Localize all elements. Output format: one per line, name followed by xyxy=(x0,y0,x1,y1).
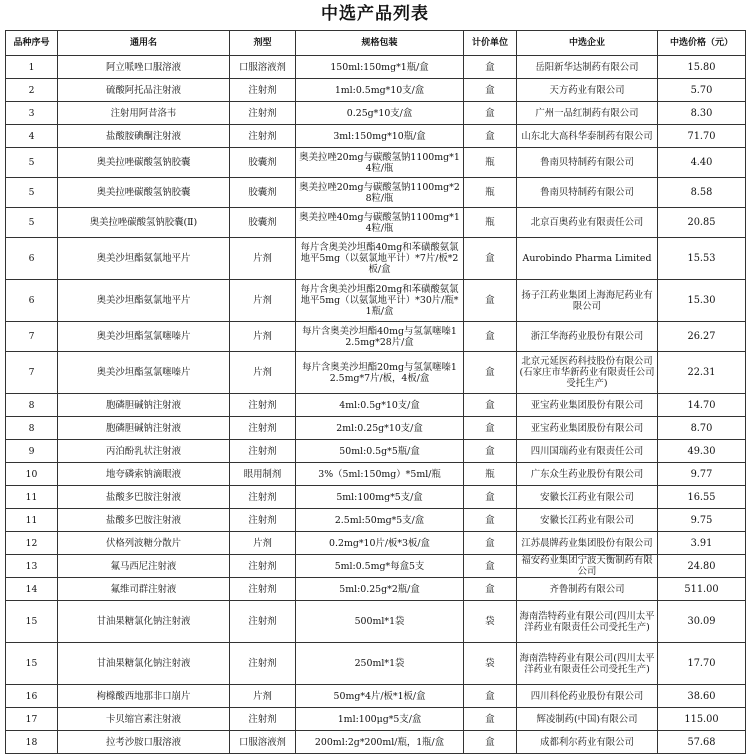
cell-price: 26.27 xyxy=(658,322,746,352)
cell-unit: 盒 xyxy=(464,532,517,555)
cell-form: 注射剂 xyxy=(230,578,296,601)
cell-form: 片剂 xyxy=(230,322,296,352)
table-row xyxy=(6,555,746,578)
cell-company: 亚宝药业集团股份有限公司 xyxy=(517,417,658,440)
cell-price: 49.30 xyxy=(658,440,746,463)
cell-form: 注射剂 xyxy=(230,555,296,578)
cell-price: 5.70 xyxy=(658,79,746,102)
cell-company: 海南浩特药业有限公司(四川太平洋药业有限责任公司受托生产) xyxy=(517,601,658,643)
cell-spec: 2ml:0.25g*10支/盒 xyxy=(296,417,464,440)
cell-form: 注射剂 xyxy=(230,509,296,532)
cell-price: 8.58 xyxy=(658,178,746,208)
header-row xyxy=(6,31,746,56)
cell-no: 16 xyxy=(6,685,58,708)
cell-company: 广东众生药业股份有限公司 xyxy=(517,463,658,486)
cell-unit: 盒 xyxy=(464,352,517,394)
cell-price: 15.80 xyxy=(658,56,746,79)
cell-unit: 盒 xyxy=(464,56,517,79)
cell-company: 亚宝药业集团股份有限公司 xyxy=(517,394,658,417)
cell-spec: 0.25g*10支/盒 xyxy=(296,102,464,125)
table-row xyxy=(6,708,746,731)
cell-name: 甘油果糖氯化钠注射液 xyxy=(58,643,230,685)
cell-price: 57.68 xyxy=(658,731,746,754)
cell-company: 天方药业有限公司 xyxy=(517,79,658,102)
cell-spec: 2.5ml:50mg*5支/盒 xyxy=(296,509,464,532)
table-row xyxy=(6,532,746,555)
cell-no: 15 xyxy=(6,643,58,685)
table-row xyxy=(6,463,746,486)
cell-form: 注射剂 xyxy=(230,125,296,148)
table-row xyxy=(6,79,746,102)
cell-price: 15.53 xyxy=(658,238,746,280)
cell-company: 四川科伦药业股份有限公司 xyxy=(517,685,658,708)
cell-company: 鲁南贝特制药有限公司 xyxy=(517,148,658,178)
cell-price: 71.70 xyxy=(658,125,746,148)
cell-spec: 每片含奥美沙坦酯20mg和苯磺酸氨氯地平5mg（以氨氯地平计）*30片/瓶*1瓶/盒 xyxy=(296,280,464,322)
cell-no: 4 xyxy=(6,125,58,148)
cell-unit: 袋 xyxy=(464,601,517,643)
table-row xyxy=(6,208,746,238)
table-row xyxy=(6,238,746,280)
cell-no: 5 xyxy=(6,148,58,178)
table-row xyxy=(6,486,746,509)
cell-name: 胞磷胆碱钠注射液 xyxy=(58,394,230,417)
col-header-no: 品种序号 xyxy=(6,31,58,56)
cell-unit: 盒 xyxy=(464,322,517,352)
cell-price: 15.30 xyxy=(658,280,746,322)
table-row xyxy=(6,280,746,322)
cell-name: 奥美拉唑碳酸氢钠胶囊 xyxy=(58,148,230,178)
table-row xyxy=(6,102,746,125)
table-row xyxy=(6,440,746,463)
table-row xyxy=(6,125,746,148)
cell-unit: 盒 xyxy=(464,125,517,148)
cell-company: 北京百奥药业有限责任公司 xyxy=(517,208,658,238)
cell-form: 注射剂 xyxy=(230,394,296,417)
cell-price: 3.91 xyxy=(658,532,746,555)
cell-name: 奥美沙坦酯氨氯地平片 xyxy=(58,280,230,322)
cell-spec: 1ml:0.5mg*10支/盒 xyxy=(296,79,464,102)
table-row xyxy=(6,352,746,394)
cell-form: 注射剂 xyxy=(230,102,296,125)
cell-name: 胞磷胆碱钠注射液 xyxy=(58,417,230,440)
cell-unit: 盒 xyxy=(464,486,517,509)
table-row xyxy=(6,509,746,532)
cell-price: 20.85 xyxy=(658,208,746,238)
cell-unit: 盒 xyxy=(464,731,517,754)
table-row xyxy=(6,417,746,440)
cell-no: 7 xyxy=(6,322,58,352)
col-header-company: 中选企业 xyxy=(517,31,658,56)
cell-unit: 盒 xyxy=(464,578,517,601)
cell-form: 注射剂 xyxy=(230,708,296,731)
col-header-form: 剂型 xyxy=(230,31,296,56)
cell-form: 片剂 xyxy=(230,238,296,280)
cell-spec: 奥美拉唑20mg与碳酸氢钠1100mg*14粒/瓶 xyxy=(296,148,464,178)
cell-company: 齐鲁制药有限公司 xyxy=(517,578,658,601)
table-row xyxy=(6,178,746,208)
cell-spec: 3ml:150mg*10瓶/盒 xyxy=(296,125,464,148)
cell-price: 22.31 xyxy=(658,352,746,394)
cell-no: 14 xyxy=(6,578,58,601)
cell-price: 511.00 xyxy=(658,578,746,601)
cell-no: 6 xyxy=(6,238,58,280)
table-row xyxy=(6,685,746,708)
cell-no: 13 xyxy=(6,555,58,578)
table-row xyxy=(6,578,746,601)
cell-company: 四川国瑞药业有限责任公司 xyxy=(517,440,658,463)
cell-name: 卡贝缩宫素注射液 xyxy=(58,708,230,731)
cell-unit: 盒 xyxy=(464,280,517,322)
cell-no: 1 xyxy=(6,56,58,79)
cell-name: 盐酸多巴胺注射液 xyxy=(58,486,230,509)
cell-name: 注射用阿昔洛韦 xyxy=(58,102,230,125)
cell-spec: 500ml*1袋 xyxy=(296,601,464,643)
cell-form: 注射剂 xyxy=(230,417,296,440)
cell-form: 片剂 xyxy=(230,280,296,322)
cell-unit: 瓶 xyxy=(464,178,517,208)
cell-no: 15 xyxy=(6,601,58,643)
cell-no: 2 xyxy=(6,79,58,102)
cell-price: 8.70 xyxy=(658,417,746,440)
cell-spec: 每片含奥美沙坦酯40mg和苯磺酸氨氯地平5mg（以氨氯地平计）*7片/板*2板/盒 xyxy=(296,238,464,280)
cell-form: 片剂 xyxy=(230,352,296,394)
cell-no: 17 xyxy=(6,708,58,731)
cell-spec: 150ml:150mg*1瓶/盒 xyxy=(296,56,464,79)
cell-form: 胶囊剂 xyxy=(230,148,296,178)
cell-form: 片剂 xyxy=(230,532,296,555)
cell-price: 9.75 xyxy=(658,509,746,532)
cell-name: 奥美沙坦酯氨氯地平片 xyxy=(58,238,230,280)
cell-company: 江苏晨牌药业集团股份有限公司 xyxy=(517,532,658,555)
cell-unit: 盒 xyxy=(464,708,517,731)
cell-no: 5 xyxy=(6,178,58,208)
cell-unit: 盒 xyxy=(464,238,517,280)
cell-spec: 1ml:100μg*5支/盒 xyxy=(296,708,464,731)
cell-price: 4.40 xyxy=(658,148,746,178)
cell-form: 口服溶液剂 xyxy=(230,56,296,79)
cell-no: 7 xyxy=(6,352,58,394)
cell-company: 成都利尔药业有限公司 xyxy=(517,731,658,754)
cell-form: 胶囊剂 xyxy=(230,178,296,208)
cell-no: 5 xyxy=(6,208,58,238)
cell-unit: 盒 xyxy=(464,102,517,125)
cell-price: 17.70 xyxy=(658,643,746,685)
page-title: 中选产品列表 xyxy=(321,4,429,24)
cell-no: 8 xyxy=(6,417,58,440)
cell-spec: 50ml:0.5g*5瓶/盒 xyxy=(296,440,464,463)
cell-form: 口服溶液剂 xyxy=(230,731,296,754)
table-row xyxy=(6,394,746,417)
cell-company: 辉凌制药(中国)有限公司 xyxy=(517,708,658,731)
cell-unit: 瓶 xyxy=(464,208,517,238)
cell-spec: 200ml:2g*200ml/瓶，1瓶/盒 xyxy=(296,731,464,754)
cell-no: 6 xyxy=(6,280,58,322)
table-row xyxy=(6,643,746,685)
cell-spec: 5ml:0.25g*2瓶/盒 xyxy=(296,578,464,601)
cell-no: 18 xyxy=(6,731,58,754)
col-header-price: 中选价格（元） xyxy=(658,31,746,56)
cell-price: 38.60 xyxy=(658,685,746,708)
cell-spec: 0.2mg*10片/板*3板/盒 xyxy=(296,532,464,555)
product-table xyxy=(5,30,746,754)
col-header-unit: 计价单位 xyxy=(464,31,517,56)
cell-name: 硫酸阿托品注射液 xyxy=(58,79,230,102)
cell-spec: 5ml:100mg*5支/盒 xyxy=(296,486,464,509)
cell-unit: 瓶 xyxy=(464,463,517,486)
cell-unit: 盒 xyxy=(464,440,517,463)
cell-unit: 盒 xyxy=(464,555,517,578)
cell-price: 8.30 xyxy=(658,102,746,125)
cell-name: 盐酸多巴胺注射液 xyxy=(58,509,230,532)
cell-spec: 4ml:0.5g*10支/盒 xyxy=(296,394,464,417)
cell-spec: 奥美拉唑40mg与碳酸氢钠1100mg*14粒/瓶 xyxy=(296,208,464,238)
cell-company: 浙江华海药业股份有限公司 xyxy=(517,322,658,352)
cell-spec: 奥美拉唑20mg与碳酸氢钠1100mg*28粒/瓶 xyxy=(296,178,464,208)
cell-form: 注射剂 xyxy=(230,79,296,102)
cell-form: 注射剂 xyxy=(230,601,296,643)
table-body xyxy=(6,56,746,754)
cell-spec: 每片含奥美沙坦酯20mg与氢氯噻嗪12.5mg*7片/板，4板/盒 xyxy=(296,352,464,394)
cell-form: 胶囊剂 xyxy=(230,208,296,238)
cell-no: 8 xyxy=(6,394,58,417)
cell-no: 11 xyxy=(6,486,58,509)
cell-name: 奥美沙坦酯氢氯噻嗪片 xyxy=(58,352,230,394)
cell-name: 甘油果糖氯化钠注射液 xyxy=(58,601,230,643)
cell-name: 地夸磷索钠滴眼液 xyxy=(58,463,230,486)
cell-unit: 盒 xyxy=(464,394,517,417)
cell-company: 扬子江药业集团上海海尼药业有限公司 xyxy=(517,280,658,322)
cell-name: 丙泊酚乳状注射液 xyxy=(58,440,230,463)
cell-name: 伏格列波糖分散片 xyxy=(58,532,230,555)
cell-company: 鲁南贝特制药有限公司 xyxy=(517,178,658,208)
cell-no: 9 xyxy=(6,440,58,463)
cell-price: 30.09 xyxy=(658,601,746,643)
cell-name: 枸橼酸西地那非口崩片 xyxy=(58,685,230,708)
cell-spec: 每片含奥美沙坦酯40mg与氢氯噻嗪12.5mg*28片/盒 xyxy=(296,322,464,352)
cell-spec: 5ml:0.5mg*每盒5支 xyxy=(296,555,464,578)
cell-price: 115.00 xyxy=(658,708,746,731)
cell-name: 阿立哌唑口服溶液 xyxy=(58,56,230,79)
col-header-name: 通用名 xyxy=(58,31,230,56)
cell-company: 福安药业集团宁波天衡制药有限公司 xyxy=(517,555,658,578)
cell-unit: 盒 xyxy=(464,685,517,708)
cell-company: 岳阳新华达制药有限公司 xyxy=(517,56,658,79)
cell-company: Aurobindo Pharma Limited xyxy=(517,238,658,280)
table-row xyxy=(6,322,746,352)
table-row xyxy=(6,148,746,178)
cell-company: 安徽长江药业有限公司 xyxy=(517,486,658,509)
cell-form: 片剂 xyxy=(230,685,296,708)
table-row xyxy=(6,56,746,79)
table-row xyxy=(6,601,746,643)
cell-price: 9.77 xyxy=(658,463,746,486)
cell-name: 拉考沙胺口服溶液 xyxy=(58,731,230,754)
cell-company: 海南浩特药业有限公司(四川太平洋药业有限责任公司受托生产) xyxy=(517,643,658,685)
cell-spec: 250ml*1袋 xyxy=(296,643,464,685)
cell-company: 山东北大高科华泰制药有限公司 xyxy=(517,125,658,148)
cell-no: 3 xyxy=(6,102,58,125)
cell-name: 氟维司群注射液 xyxy=(58,578,230,601)
cell-unit: 盒 xyxy=(464,509,517,532)
cell-name: 盐酸胺碘酮注射液 xyxy=(58,125,230,148)
cell-form: 注射剂 xyxy=(230,643,296,685)
cell-company: 安徽长江药业有限公司 xyxy=(517,509,658,532)
cell-company: 北京元延医药科技股份有限公司(石家庄市华新药业有限责任公司受托生产) xyxy=(517,352,658,394)
cell-name: 氟马西尼注射液 xyxy=(58,555,230,578)
cell-name: 奥美拉唑碳酸氢钠胶囊(Ⅱ) xyxy=(58,208,230,238)
cell-unit: 瓶 xyxy=(464,148,517,178)
cell-form: 眼用制剂 xyxy=(230,463,296,486)
cell-unit: 盒 xyxy=(464,417,517,440)
cell-price: 16.55 xyxy=(658,486,746,509)
col-header-spec: 规格包装 xyxy=(296,31,464,56)
cell-unit: 盒 xyxy=(464,79,517,102)
cell-form: 注射剂 xyxy=(230,486,296,509)
cell-spec: 3%（5ml:150mg）*5ml/瓶 xyxy=(296,463,464,486)
cell-unit: 袋 xyxy=(464,643,517,685)
cell-company: 广州一品红制药有限公司 xyxy=(517,102,658,125)
cell-price: 14.70 xyxy=(658,394,746,417)
cell-name: 奥美拉唑碳酸氢钠胶囊 xyxy=(58,178,230,208)
cell-no: 11 xyxy=(6,509,58,532)
table-row xyxy=(6,731,746,754)
cell-no: 12 xyxy=(6,532,58,555)
cell-form: 注射剂 xyxy=(230,440,296,463)
cell-price: 24.80 xyxy=(658,555,746,578)
cell-spec: 50mg*4片/板*1板/盒 xyxy=(296,685,464,708)
cell-no: 10 xyxy=(6,463,58,486)
cell-name: 奥美沙坦酯氢氯噻嗪片 xyxy=(58,322,230,352)
